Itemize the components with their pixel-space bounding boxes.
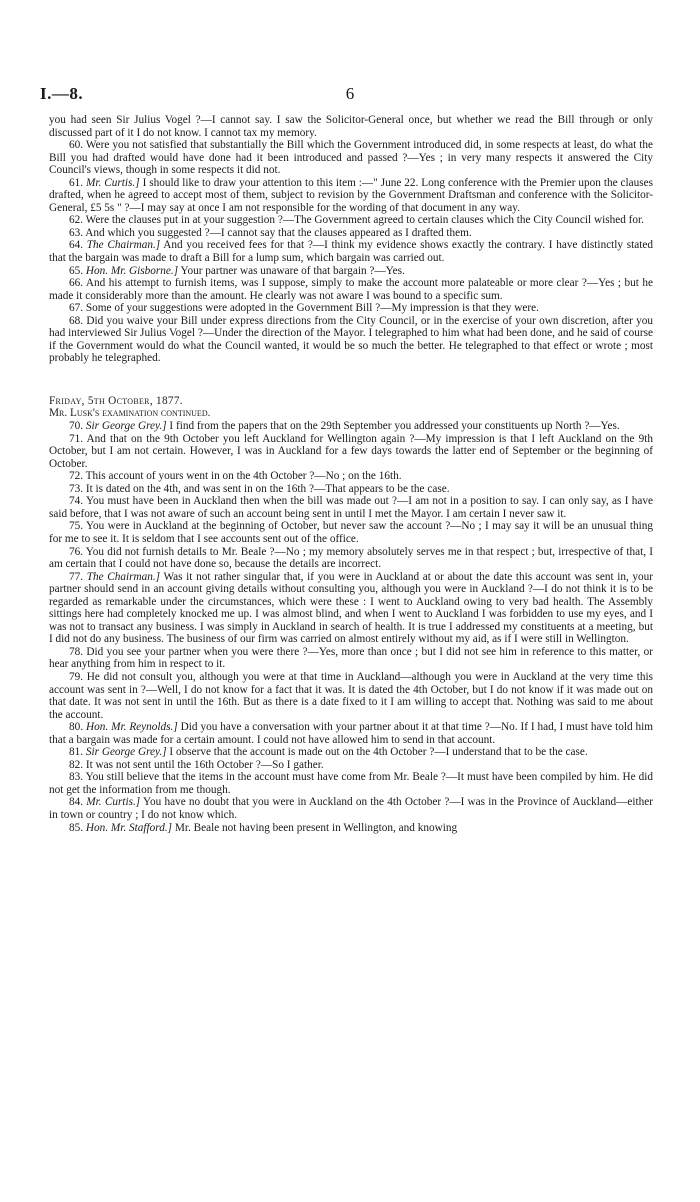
speaker-name: Hon. Mr. Reynolds.] — [85, 721, 178, 734]
question-number: 85. — [69, 821, 84, 834]
testimony-paragraph — [49, 483, 653, 496]
paragraph-text: 74. You must have been in Auckland then when the bill was made out ?—I am not in a position to say. I can only say, as I have said before, that I was not aware of such an account being sent in until I met the Mayor. I am certain I never saw it. — [49, 495, 653, 520]
testimony-paragraph — [49, 315, 653, 365]
speaker-name: Sir George Grey.] — [85, 420, 167, 433]
paragraph-text: 68. Did you waive your Bill under express directions from the City Council, or in the exercise of your own discretion, after you had interviewed Sir Julius Vogel ?—Under the direction of the Mayor. I telegraphed to him what had been done, and he said of course if the Government would do what the Council wanted, it would be so much the better. He telegraphed to that effect or wrote ; most probably he telegraphed. — [49, 314, 653, 365]
page-number: 6 — [345, 84, 355, 103]
document-body — [49, 114, 653, 834]
paragraph-text: 78. Did you see your partner when you were there ?—Yes, more than once ; but I did not see him in reference to this matter, or hear anything from him in respect to it. — [49, 645, 653, 671]
paragraph-text: I observe that the account is made out on the 4th October ?—I understand that to be the case. — [169, 746, 588, 759]
paragraph-text: 82. It was not sent until the 16th October ?—So I gather. — [69, 758, 324, 771]
testimony-paragraph — [49, 759, 653, 772]
testimony-paragraph — [49, 177, 653, 215]
paragraph-text: I should like to draw your attention to this item :—" June 22. Long conference with the Premier upon the clauses drafted, when he agreed to accept most of them, subject to revision by the Government Draftsman and conference with the Solicitor-General, £5 5s " ?—I may say at once I am not responsible for the wording of that document in any way. — [49, 176, 654, 214]
testimony-part-2 — [49, 420, 653, 834]
page-header — [40, 84, 660, 106]
speaker-name: Mr. Curtis.] — [86, 796, 141, 809]
testimony-paragraph — [49, 796, 653, 821]
testimony-paragraph — [49, 433, 653, 471]
paragraph-text: 76. You did not furnish details to Mr. Beale ?—No ; my memory absolutely serves me in that respect ; but, irrespective of that, I am certain that I could not have done so, because the details are incorrect. — [49, 545, 653, 571]
testimony-paragraph — [49, 420, 653, 433]
paragraph-text: 75. You were in Auckland at the beginning of October, but never saw the account ?—No ; I may say it will be an unusual thing for me to see it. It is seldom that I see accounts sent out of the office. — [49, 520, 653, 545]
testimony-paragraph — [49, 646, 653, 671]
speaker-name: Hon. Mr. Stafford.] — [85, 821, 173, 834]
question-number: 77. — [69, 570, 84, 583]
paragraph-text: 71. And that on the 9th October you left Auckland for Wellington again ?—My impression is that I left Auckland on the 9th October, but I am not certain. However, I was in Auckland for a few days towards the latter end of September or the beginning of October. — [49, 432, 653, 470]
paragraph-text: Did you have a conversation with your partner about it at that time ?—No. If I had, I must have told him that a bargain was made for a certain amount. I could not have allowed him to send in that account. — [49, 721, 654, 746]
paragraph-text: you had seen Sir Julius Vogel ?—I cannot say. I saw the Solicitor-General once, but whether we read the Bill through or only discussed part of it I do not know. I cannot tax my memory. — [49, 114, 653, 139]
testimony-paragraph — [49, 546, 653, 571]
testimony-paragraph — [49, 277, 653, 302]
testimony-paragraph — [49, 571, 653, 646]
paragraph-text: 73. It is dated on the 4th, and was sent in on the 16th ?—That appears to be the case. — [69, 482, 450, 495]
speaker-name: Sir George Grey.] — [85, 746, 167, 759]
question-number: 81. — [69, 746, 84, 759]
question-number: 64. — [69, 239, 84, 252]
speaker-name: The Chairman.] — [86, 570, 161, 583]
testimony-paragraph — [49, 671, 653, 721]
testimony-paragraph — [49, 302, 653, 315]
testimony-paragraph — [49, 214, 653, 227]
session-date-heading: Friday, 5th October, 1877. — [49, 394, 183, 407]
paragraph-text: 60. Were you not satisfied that substantially the Bill which the Government introduced did, in some respects at least, do what the Bill you had drafted would have done had it been introduced and passed ?—Yes ; in very many respects it answered the City Council's views, though in some respects it did not. — [49, 139, 653, 177]
paragraph-text: 72. This account of yours went in on the 4th October ?—No ; on the 16th. — [69, 470, 402, 483]
paragraph-text: 79. He did not consult you, although you were at that time in Auckland—although you were in Auckland at the very time this account was sent in ?—Well, I do not know for a fact that it was. It is dated the 4th October, but I do not know if it was made out on that date. It was not sent in until the 16th. But as there is a date fixed to it I am willing to accept that. Nothing was said to me about the account. — [49, 670, 653, 721]
testimony-paragraph — [49, 265, 653, 278]
speaker-name: Mr. Curtis.] — [86, 176, 140, 189]
testimony-paragraph — [49, 239, 653, 264]
question-number: 65. — [69, 264, 84, 277]
paragraph-text: Was it not rather singular that, if you were in Auckland at or about the date this account was sent in, your partner should send in an account giving details without consulting you, although you were in Auckland ?—I do not think it is to be regarded as remarkable under the circumstances, which were these : I went to Auckland owing to very bad health. The Assembly sittings here had completely knocked me up. I was almost blind, and when I went to Auckland I was forbidden to use my eyes, and I was not to transact any business. I was simply in Auckland in search of health. It is true I addressed my constituents at a meeting, but I did not do any business. The business of our firm was carried on almost entirely without my aid, as if I were still in Wellington. — [49, 570, 654, 646]
testimony-paragraph — [49, 470, 653, 483]
paragraph-text: 66. And his attempt to furnish items, was I suppose, simply to make the account more palateable or more clear ?—Yes ; but he made it considerably more than the amount. He clearly was not aware I was bound to a specific sum. — [49, 277, 653, 302]
testimony-paragraph — [49, 495, 653, 520]
testimony-part-1 — [49, 114, 653, 365]
testimony-paragraph — [49, 746, 653, 759]
testimony-paragraph — [49, 520, 653, 545]
session-subheading: Mr. Lusk's examination continued. — [49, 407, 211, 420]
question-number: 61. — [69, 176, 84, 189]
testimony-paragraph — [49, 114, 653, 139]
question-number: 70. — [69, 420, 84, 433]
paragraph-text: Your partner was unaware of that bargain ?—Yes. — [180, 264, 405, 277]
question-number: 80. — [69, 721, 84, 734]
paragraph-text: Mr. Beale not having been present in Wellington, and knowing — [174, 821, 458, 834]
paragraph-text: I find from the papers that on the 29th September you addressed your constituents up North ?—Yes. — [169, 420, 620, 433]
testimony-paragraph — [49, 771, 653, 796]
testimony-paragraph — [49, 139, 653, 177]
testimony-paragraph — [49, 227, 653, 240]
paragraph-text: 62. Were the clauses put in at your suggestion ?—The Government agreed to certain clauses which the City Council wished for. — [69, 214, 644, 227]
paragraph-text: 63. And which you suggested ?—I cannot say that the clauses appeared as I drafted them. — [69, 226, 472, 239]
section-spacer — [49, 365, 653, 395]
speaker-name: The Chairman.] — [86, 239, 161, 252]
speaker-name: Hon. Mr. Gisborne.] — [85, 264, 179, 277]
testimony-paragraph — [49, 721, 653, 746]
question-number: 84. — [69, 796, 84, 809]
testimony-paragraph — [49, 822, 653, 835]
page-code: I.—8. — [40, 84, 84, 103]
paragraph-text: You have no doubt that you were in Auckland on the 4th October ?—I was in the Province of Auckland—either in town or country ; I do not know which. — [49, 796, 653, 821]
paragraph-text: 67. Some of your suggestions were adopted in the Government Bill ?—My impression is that they were. — [69, 302, 539, 315]
paragraph-text: 83. You still believe that the items in the account must have come from Mr. Beale ?—It must have been compiled by him. He did not get the information from me though. — [49, 771, 653, 796]
paragraph-text: And you received fees for that ?—I think my evidence shows exactly the contrary. I have distinctly stated that the bargain was made to draft a Bill for a lump sum, which bargain was carried out. — [49, 239, 653, 265]
